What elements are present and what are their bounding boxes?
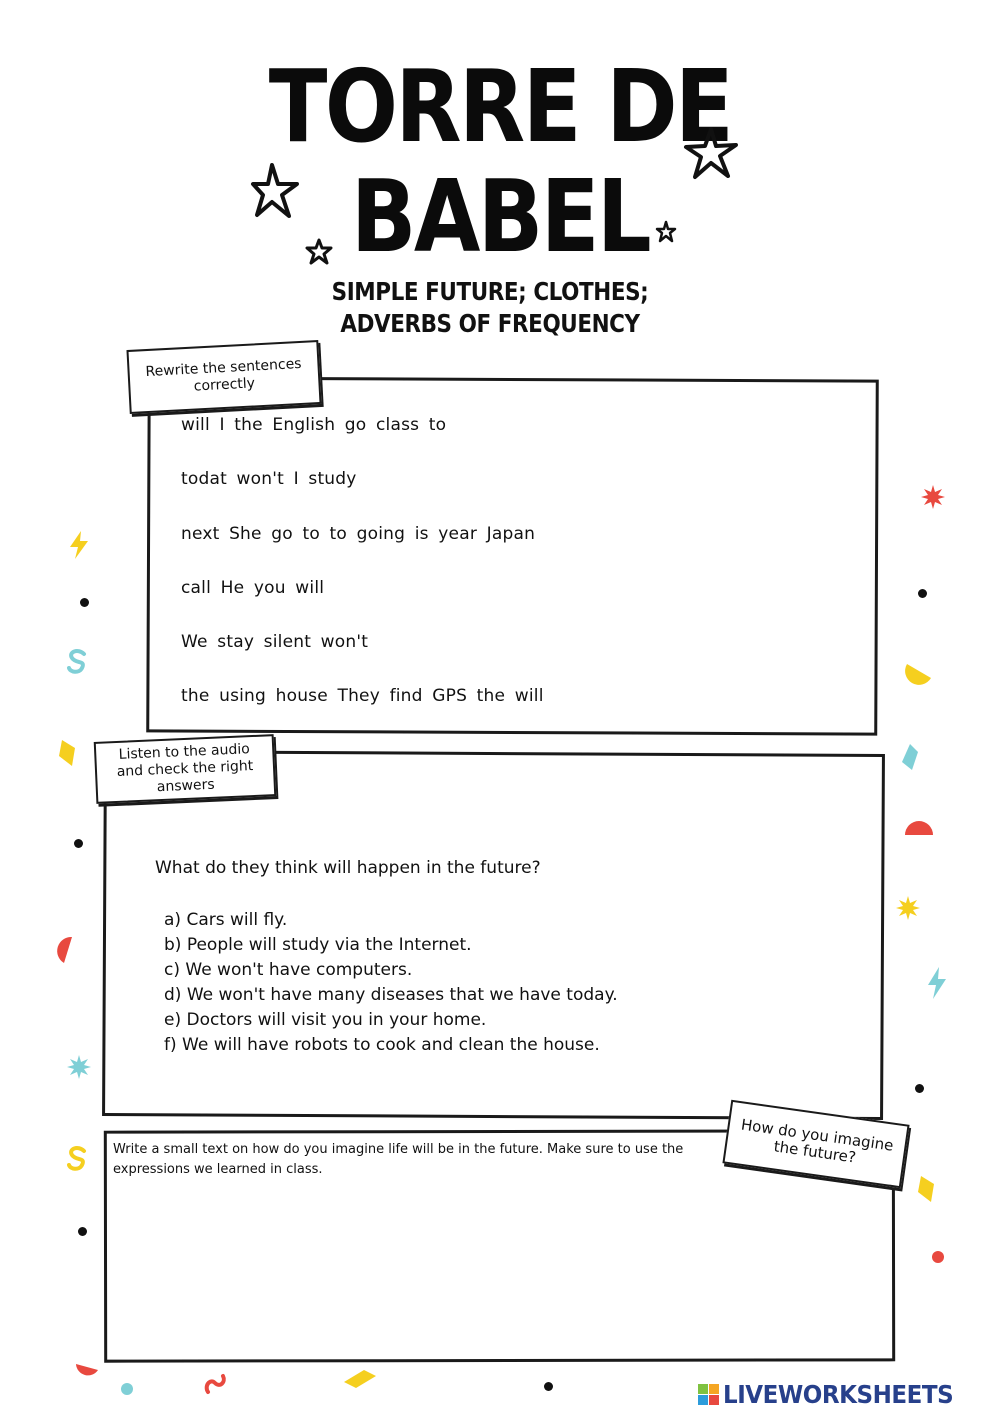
burst-icon — [920, 484, 946, 510]
half-circle-icon — [50, 934, 76, 966]
half-circle-icon — [903, 656, 933, 686]
confetti-circle — [932, 1251, 944, 1263]
answer-option[interactable]: b) People will study via the Internet. — [164, 935, 472, 955]
confetti-dot — [80, 598, 89, 607]
rewrite-sentences-tag: Rewrite the sentences correctly — [126, 340, 321, 414]
star-doodle-icon — [305, 238, 333, 266]
confetti-dot — [918, 589, 927, 598]
star-doodle-icon — [250, 162, 300, 220]
page-title-line-2: BABEL — [350, 158, 650, 275]
page-subtitle: SIMPLE FUTURE; CLOTHES; ADVERBS OF FREQUENCY — [331, 277, 649, 338]
answer-option[interactable]: c) We won't have computers. — [164, 960, 413, 980]
burst-icon — [66, 1054, 92, 1080]
half-circle-icon — [903, 815, 935, 839]
confetti-dot — [544, 1382, 553, 1391]
scrambled-sentence[interactable]: will I the English go class to — [181, 415, 447, 435]
lightning-icon — [66, 530, 92, 560]
confetti-dot — [78, 1227, 87, 1236]
confetti-dot — [915, 1084, 924, 1093]
answer-option[interactable]: d) We won't have many diseases that we have today. — [164, 985, 618, 1005]
page-title-line-1: TORRE DE — [268, 48, 732, 165]
answer-option[interactable]: a) Cars will fly. — [164, 910, 288, 930]
diamond-confetti-icon — [915, 1174, 937, 1204]
answer-options — [164, 908, 618, 1058]
scrambled-sentence[interactable]: call He you will — [181, 577, 325, 598]
squiggle-icon — [64, 1145, 90, 1173]
half-circle-icon — [74, 1360, 100, 1380]
listening-question: What do they think will happen in the future? — [155, 858, 541, 878]
scrambled-sentences-list — [181, 412, 544, 738]
confetti-dot — [74, 839, 83, 848]
squiggle-icon — [202, 1372, 230, 1398]
diamond-confetti-icon — [56, 738, 78, 768]
scrambled-sentence[interactable]: the using house They find GPS the will — [181, 686, 544, 707]
scrambled-sentence[interactable]: todat won't I study — [181, 469, 357, 490]
imagine-future-tag: How do you imagine the future? — [722, 1100, 909, 1188]
star-doodle-icon — [655, 220, 677, 244]
confetti-circle — [121, 1383, 133, 1395]
scrambled-sentence[interactable]: We stay silent won't — [181, 632, 369, 653]
answer-option[interactable]: f) We will have robots to cook and clean the house. — [164, 1035, 600, 1055]
answer-option[interactable]: e) Doctors will visit you in your home. — [164, 1010, 487, 1030]
diamond-confetti-icon — [342, 1368, 378, 1390]
brand-name: LIVEWORKSHEETS — [723, 1379, 954, 1409]
listening-tag: Listen to the audio and check the right answers — [94, 734, 277, 804]
star-doodle-icon — [683, 126, 739, 180]
liveworksheets-logo — [698, 1376, 973, 1412]
squiggle-icon — [64, 648, 90, 676]
scrambled-sentence[interactable]: next She go to to going is year Japan — [181, 523, 536, 544]
diamond-confetti-icon — [900, 742, 920, 772]
live-badge-icon — [698, 1384, 719, 1405]
lightning-icon — [924, 966, 950, 1000]
burst-icon — [895, 895, 921, 921]
writing-prompt: Write a small text on how do you imagine life will be in the future. Make sure to use the expressions we learned in class. — [113, 1142, 684, 1177]
